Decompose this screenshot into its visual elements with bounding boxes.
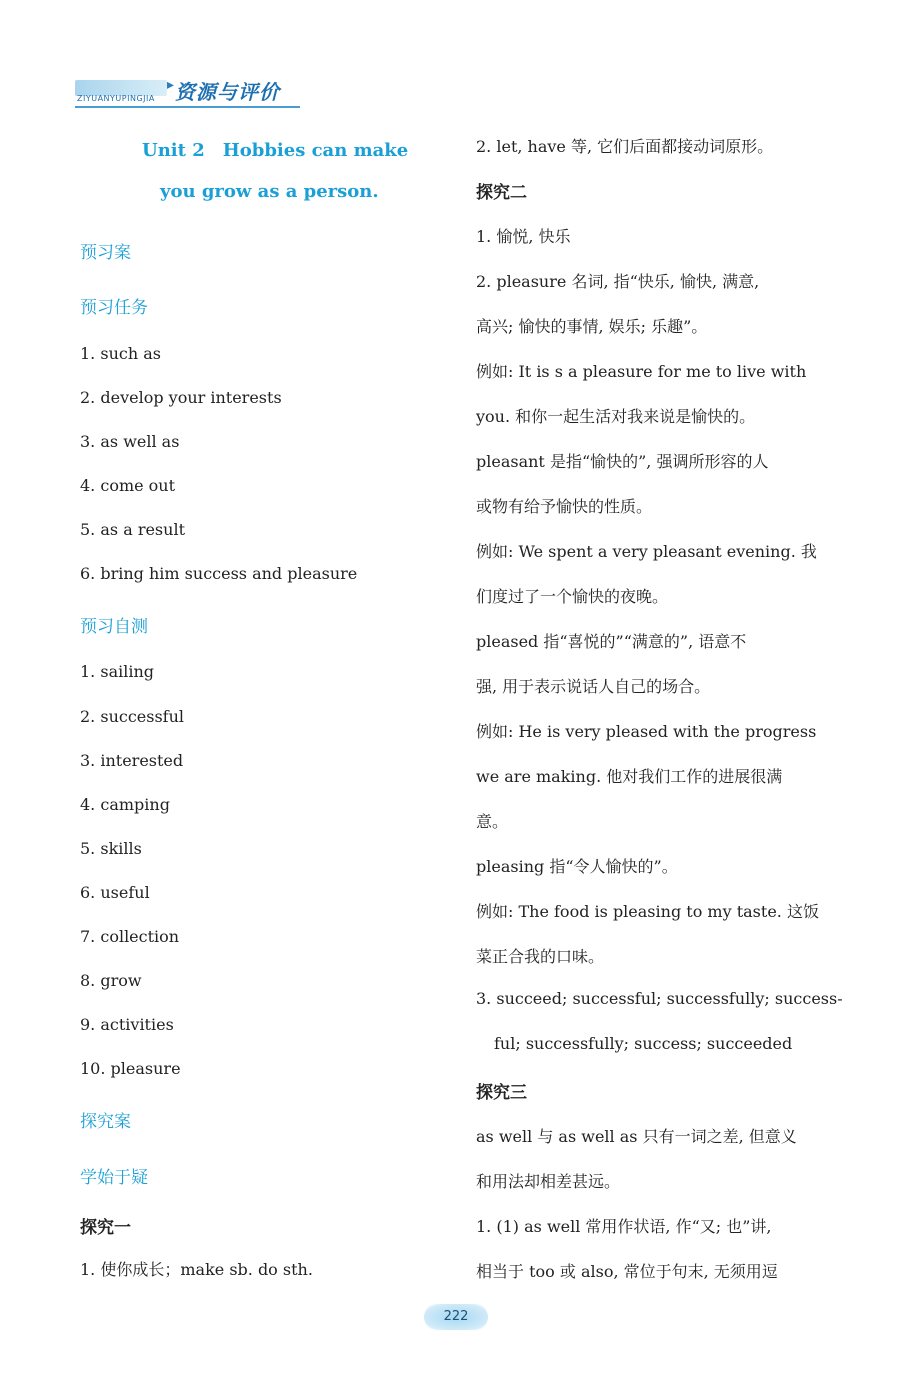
list-item: 3. interested (80, 751, 184, 770)
list-item: 1. sailing (80, 662, 154, 681)
list-item: 3. as well as (80, 432, 180, 451)
list-item: 4. camping (80, 795, 170, 814)
list-item: 6. useful (80, 883, 150, 902)
text-line: 2. let, have 等, 它们后面都接动词原形。 (476, 137, 774, 156)
list-item: 9. activities (80, 1015, 174, 1034)
text-line: 强, 用于表示说话人自己的场合。 (476, 677, 711, 696)
text-line: 例如: He is very pleased with the progress (476, 722, 817, 741)
text-line: as well 与 as well as 只有一词之差, 但意义 (476, 1127, 797, 1146)
section-inquiry-3: 探究三 (476, 1083, 527, 1103)
section-inquiry-1: 探究一 (80, 1218, 131, 1238)
list-item: 5. as a result (80, 520, 185, 539)
section-preview: 预习案 (80, 243, 131, 263)
header-banner (75, 72, 305, 112)
header-title: 资源与评价 (175, 80, 280, 104)
text-line: pleasant 是指“愉快的”, 强调所形容的人 (476, 452, 769, 471)
text-line: 们度过了一个愉快的夜晚。 (476, 587, 669, 606)
text-line: we are making. 他对我们工作的进展很满 (476, 767, 783, 786)
text-line: 相当于 too 或 also, 常位于句末, 无须用逗 (476, 1262, 778, 1281)
list-item: 2. successful (80, 707, 185, 726)
list-item: 1. such as (80, 344, 161, 363)
text-line: 3. succeed; successful; successfully; success- (476, 989, 843, 1008)
text-line: 意。 (476, 812, 509, 831)
arrow-icon: ▸ (167, 77, 175, 93)
text-line: 1. 愉悦, 快乐 (476, 227, 571, 246)
text-line: you. 和你一起生活对我来说是愉快的。 (476, 407, 756, 426)
text-line: 高兴; 愉快的事情, 娱乐; 乐趣”。 (476, 317, 708, 336)
text-line: 例如: It is s a pleasure for me to live with (476, 362, 807, 381)
text-line: ful; successfully; success; succeeded (494, 1034, 793, 1053)
list-item: 6. bring him success and pleasure (80, 564, 358, 583)
section-inquiry-2: 探究二 (476, 183, 527, 203)
unit-title-line1: Unit 2 Hobbies can make (142, 140, 409, 161)
list-item: 7. collection (80, 927, 180, 946)
text-line: 例如: We spent a very pleasant evening. 我 (476, 542, 817, 561)
text-line: 菜正合我的口味。 (476, 947, 605, 966)
text-line: pleased 指“喜悦的”“满意的”, 语意不 (476, 632, 747, 651)
section-preview-task: 预习任务 (80, 298, 148, 318)
list-item: 2. develop your interests (80, 388, 282, 407)
section-selftest: 预习自测 (80, 617, 148, 637)
text-line: 或物有给予愉快的性质。 (476, 497, 653, 516)
text-line: 例如: The food is pleasing to my taste. 这饭 (476, 902, 819, 921)
text-line: 1. (1) as well 常用作状语, 作“又; 也”讲, (476, 1217, 772, 1236)
list-item: 5. skills (80, 839, 142, 858)
list-item: 4. come out (80, 476, 176, 495)
list-item: 8. grow (80, 971, 142, 990)
text-line: pleasing 指“令人愉快的”。 (476, 857, 678, 876)
list-item: 1. 使你成长；make sb. do sth. (80, 1260, 313, 1279)
header-pinyin: ZIYUANYUPINGJIA (77, 94, 155, 103)
text-line: 和用法却相差甚远。 (476, 1172, 621, 1191)
section-explore: 探究案 (80, 1112, 131, 1132)
list-item: 10. pleasure (80, 1059, 181, 1078)
section-doubt: 学始于疑 (80, 1168, 148, 1188)
unit-title-line2: you grow as a person. (160, 181, 379, 202)
text-line: 2. pleasure 名词, 指“快乐, 愉快, 满意, (476, 272, 760, 291)
page-number: 222 (424, 1304, 488, 1330)
header-rule (75, 106, 300, 108)
